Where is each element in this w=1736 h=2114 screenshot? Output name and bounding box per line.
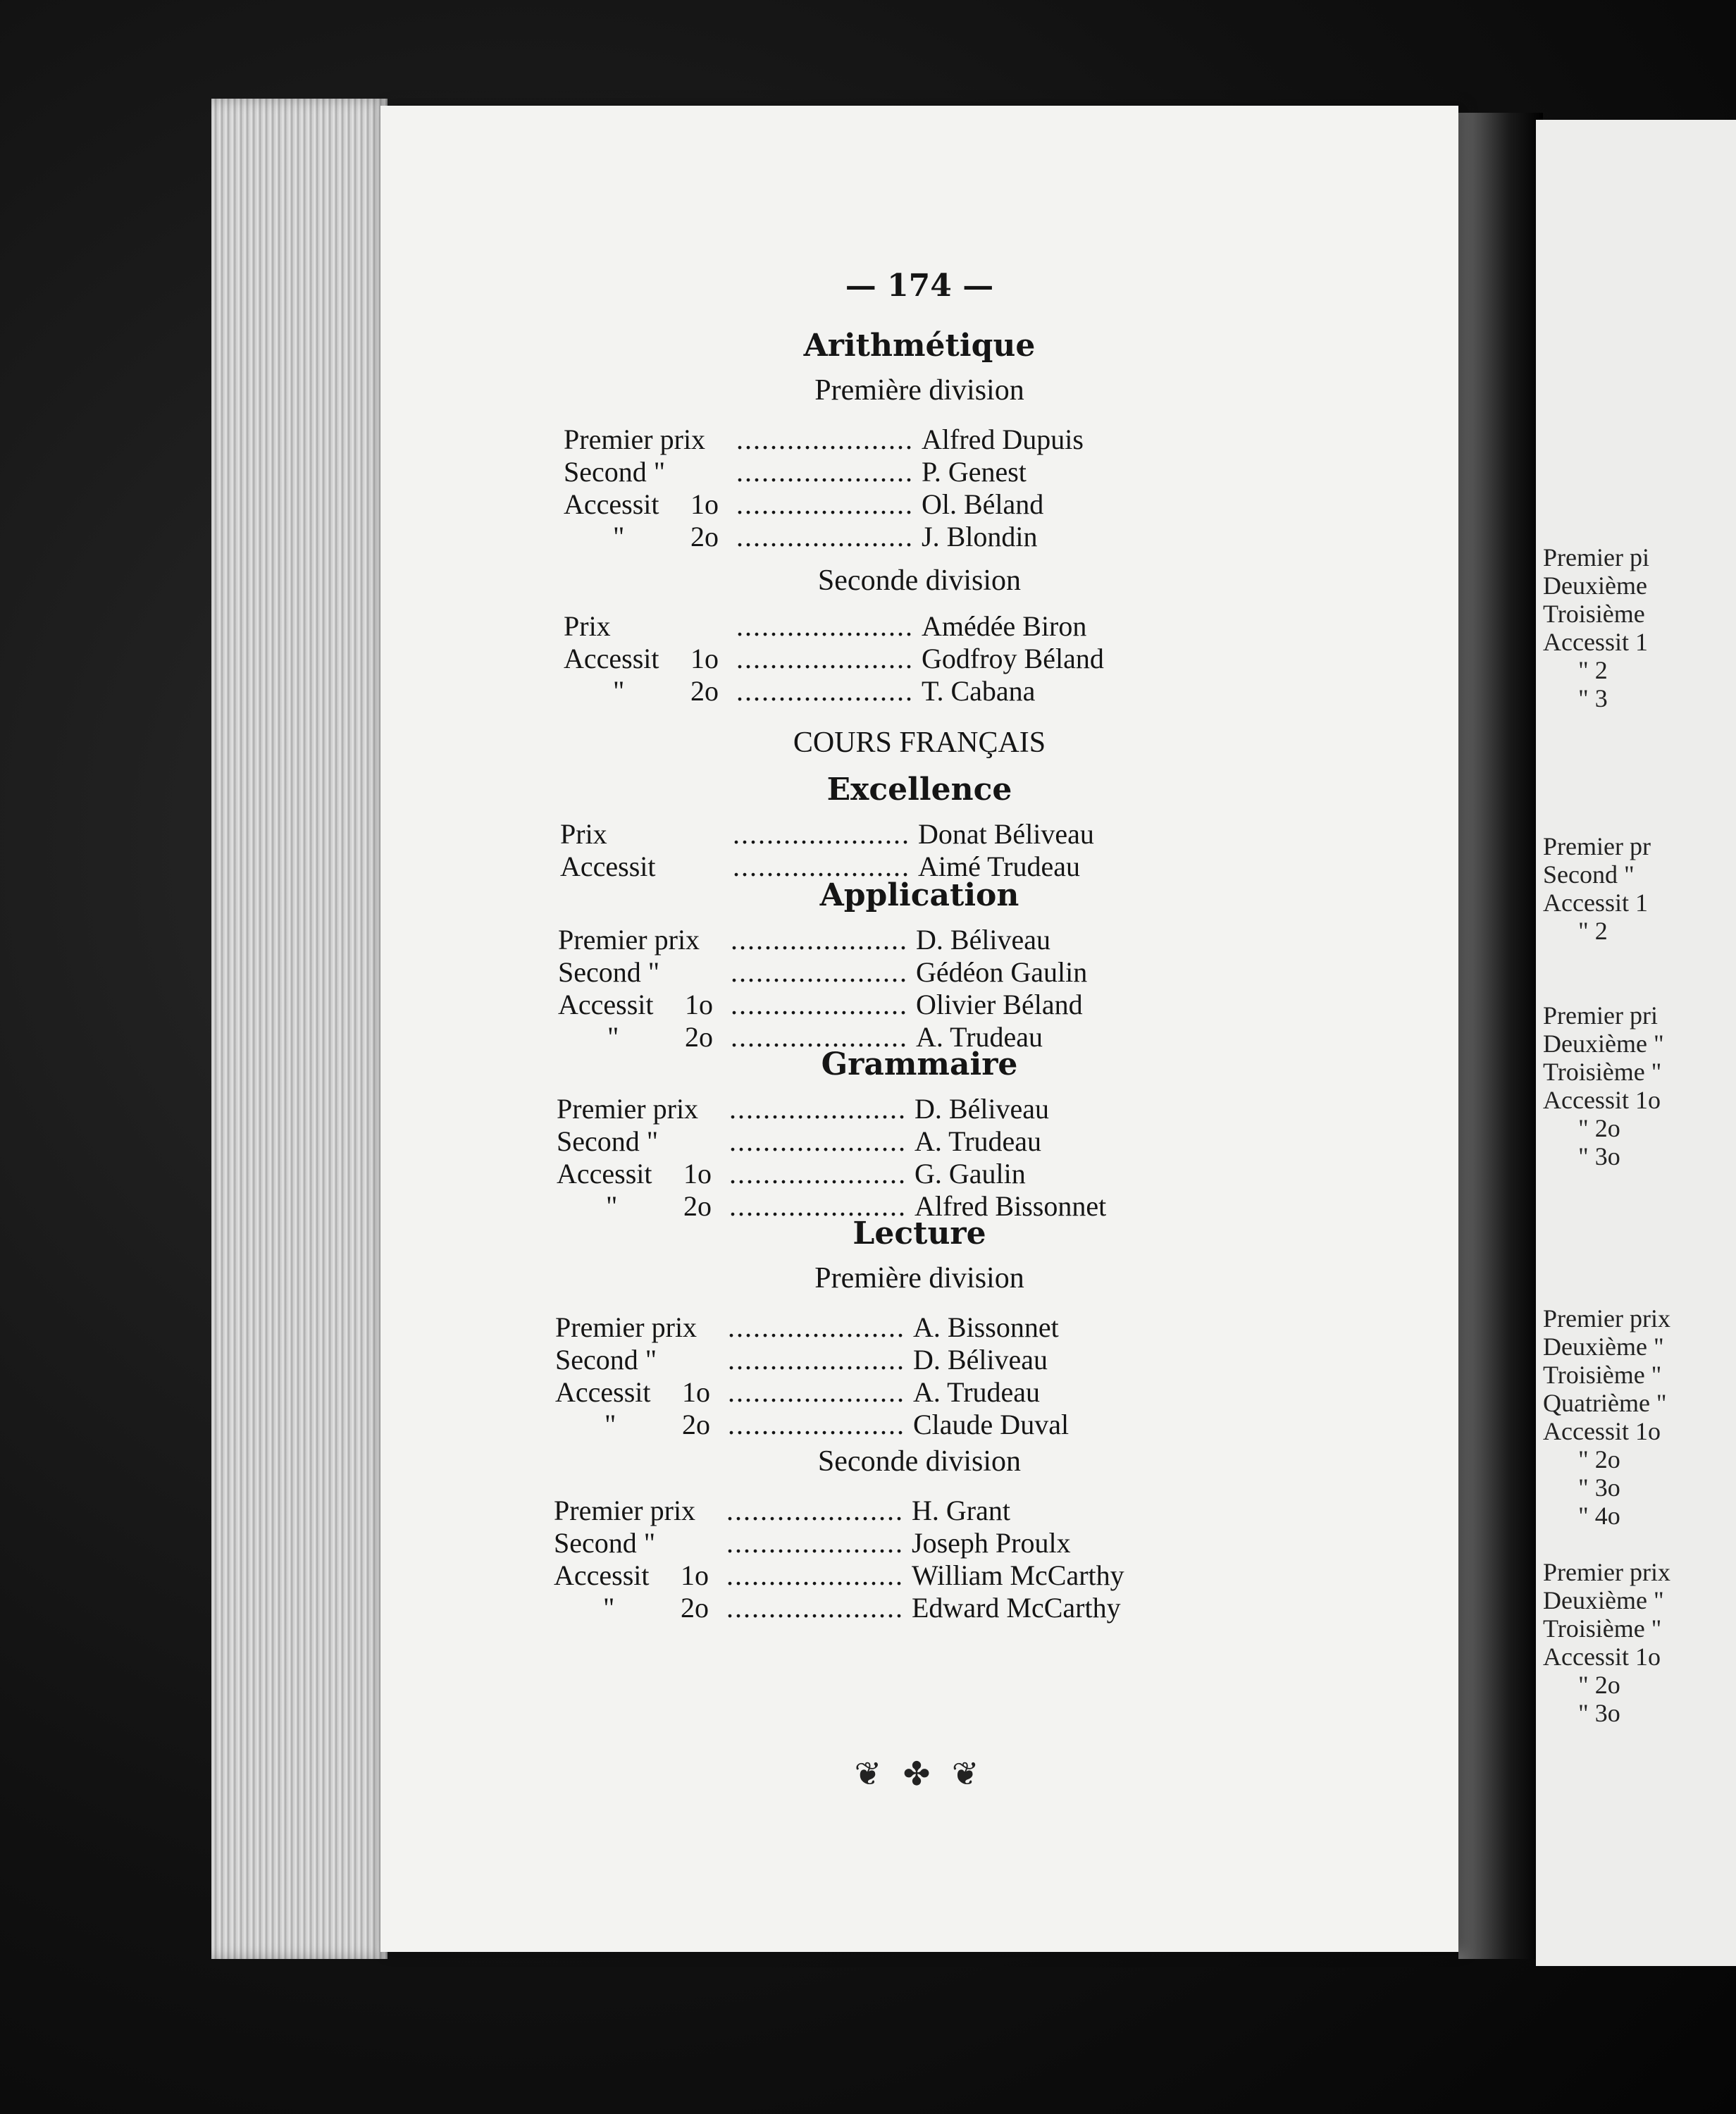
winner-name: Godfroy Béland	[922, 643, 1104, 674]
right-page-text: " 2	[1578, 656, 1608, 684]
prize-row	[555, 1343, 1387, 1376]
right-page-text: Premier pr	[1543, 832, 1651, 860]
prize-row	[558, 923, 1389, 956]
prize-label: Second "	[555, 1344, 657, 1376]
leader-dots	[726, 1494, 903, 1527]
winner-name: T. Cabana	[922, 675, 1036, 707]
prize-label: Second "	[564, 456, 666, 488]
left-page	[380, 106, 1458, 1952]
prize-label: Second "	[558, 956, 660, 988]
right-page-text: " 3o	[1578, 1142, 1620, 1170]
winner-name: Edward McCarthy	[912, 1592, 1121, 1624]
prize-label: "	[606, 1190, 618, 1222]
prize-row	[557, 1092, 1388, 1125]
leader-dots	[736, 642, 912, 675]
winner-name: Aimé Trudeau	[918, 851, 1080, 882]
prize-label: Premier prix	[554, 1495, 696, 1526]
winner-name: Alfred Dupuis	[922, 424, 1084, 455]
right-page-text: Deuxième "	[1543, 1333, 1664, 1361]
leader-dots	[729, 1125, 905, 1158]
leader-dots	[731, 923, 907, 956]
prize-ordinal: 2o	[681, 1592, 709, 1624]
winner-name: D. Béliveau	[914, 1093, 1050, 1125]
prize-label: "	[607, 1021, 619, 1053]
prize-ordinal: 2o	[682, 1409, 710, 1440]
prize-ordinal: 2o	[690, 675, 719, 707]
right-page-text: Accessit 1	[1543, 889, 1648, 917]
prize-label: Accessit	[557, 1158, 652, 1189]
leader-dots	[728, 1311, 904, 1344]
right-page-text: Troisième "	[1543, 1614, 1662, 1643]
division-title: Seconde division	[817, 1445, 1022, 1478]
prize-ordinal: 1o	[690, 488, 719, 520]
prize-label: "	[613, 521, 625, 552]
prize-label: Premier prix	[558, 924, 700, 956]
prize-row	[554, 1559, 1385, 1591]
division-title: Première division	[814, 374, 1024, 407]
winner-name: P. Genest	[922, 456, 1027, 488]
prize-ordinal: 1o	[690, 643, 719, 674]
leader-dots	[736, 455, 912, 488]
prize-ordinal: 2o	[683, 1190, 712, 1222]
prize-label: Accessit	[554, 1559, 650, 1591]
section-title-grammaire: Grammaire	[821, 1046, 1018, 1082]
leader-dots	[736, 610, 912, 643]
prize-row	[554, 1591, 1385, 1624]
winner-name: G. Gaulin	[914, 1158, 1026, 1189]
right-page-text: Accessit 1o	[1543, 1417, 1661, 1445]
leader-dots	[733, 817, 909, 851]
winner-name: D. Béliveau	[913, 1344, 1048, 1376]
right-page-text: " 3o	[1578, 1699, 1620, 1727]
prize-label: Prix	[560, 818, 607, 850]
page-content	[380, 106, 1458, 1952]
right-page-text: " 2o	[1578, 1445, 1620, 1473]
winner-name: Gédéon Gaulin	[916, 956, 1088, 988]
leader-dots	[736, 674, 912, 707]
decorative-ornament: ❦ ✤ ❦	[854, 1755, 985, 1793]
prize-label: Accessit	[564, 488, 659, 520]
winner-name: A. Trudeau	[914, 1125, 1042, 1157]
winner-name: Donat Béliveau	[918, 818, 1094, 850]
prize-row	[564, 455, 1395, 488]
prize-label: "	[603, 1592, 615, 1624]
prize-row	[564, 488, 1395, 520]
winner-name: Amédée Biron	[922, 610, 1087, 642]
leader-dots	[726, 1591, 903, 1624]
prize-label: Accessit	[560, 851, 656, 882]
prize-row	[564, 642, 1395, 674]
winner-name: A. Trudeau	[916, 1021, 1043, 1053]
right-page-text: " 4o	[1578, 1502, 1620, 1530]
winner-name: Joseph Proulx	[912, 1527, 1071, 1559]
right-page-text: " 2o	[1578, 1671, 1620, 1699]
right-page-text: Troisième "	[1543, 1058, 1662, 1086]
prize-row	[560, 817, 1391, 850]
leader-dots	[729, 1157, 905, 1190]
section-title-arithmetique: Arithmétique	[803, 328, 1036, 364]
prize-label: Second "	[554, 1527, 656, 1559]
division-title: Première division	[814, 1262, 1024, 1294]
right-page-text: Deuxième "	[1543, 1030, 1664, 1058]
right-page-text: Accessit 1	[1543, 628, 1648, 656]
leader-dots	[731, 988, 907, 1021]
winner-name: A. Bissonnet	[913, 1311, 1059, 1343]
leader-dots	[736, 423, 912, 456]
division-title: Seconde division	[817, 564, 1022, 597]
prize-row	[555, 1408, 1387, 1440]
right-page-text: " 3	[1578, 684, 1608, 712]
right-page-text: Deuxième	[1543, 571, 1647, 600]
leader-dots	[726, 1526, 903, 1559]
winner-name: Claude Duval	[913, 1409, 1070, 1440]
prize-ordinal: 2o	[685, 1021, 713, 1053]
right-page-text: " 2o	[1578, 1114, 1620, 1142]
right-page-text: Premier prix	[1543, 1558, 1670, 1586]
prize-label: "	[613, 675, 625, 707]
leader-dots	[729, 1092, 905, 1125]
prize-row	[564, 423, 1395, 455]
prize-label: Accessit	[558, 989, 654, 1020]
winner-name: D. Béliveau	[916, 924, 1051, 956]
right-page-partial	[1536, 120, 1736, 1966]
right-page-text: Quatrième "	[1543, 1389, 1667, 1417]
book-page-edges	[211, 99, 388, 1959]
prize-row	[564, 674, 1395, 707]
prize-label: Premier prix	[564, 424, 706, 455]
section-title-lecture: Lecture	[852, 1216, 986, 1251]
book-gutter	[1458, 113, 1543, 1959]
prize-ordinal: 2o	[690, 521, 719, 552]
prize-label: Accessit	[564, 643, 659, 674]
right-page-text: Deuxième "	[1543, 1586, 1664, 1614]
leader-dots	[736, 488, 912, 521]
section-title-application: Application	[819, 877, 1019, 913]
leader-dots	[728, 1408, 904, 1441]
leader-dots	[728, 1343, 904, 1376]
right-page-text: " 2	[1578, 917, 1608, 945]
winner-name: A. Trudeau	[913, 1376, 1041, 1408]
section-title-excellence: Excellence	[826, 772, 1012, 808]
right-page-text: Accessit 1o	[1543, 1643, 1661, 1671]
right-page-text: Premier prix	[1543, 1304, 1670, 1333]
winner-name: Alfred Bissonnet	[914, 1190, 1107, 1222]
right-page-text: Accessit 1o	[1543, 1086, 1661, 1114]
right-page-text: Troisième	[1543, 600, 1645, 628]
leader-dots	[736, 520, 912, 553]
prize-row	[557, 1125, 1388, 1157]
prize-row	[554, 1494, 1385, 1526]
right-page-text: Premier pri	[1543, 1001, 1658, 1030]
prize-ordinal: 1o	[685, 989, 713, 1020]
leader-dots	[726, 1559, 903, 1592]
prize-row	[564, 610, 1395, 642]
prize-row	[564, 520, 1395, 552]
winner-name: J. Blondin	[922, 521, 1038, 552]
prize-row	[555, 1311, 1387, 1343]
right-page-text: Second "	[1543, 860, 1635, 889]
prize-row	[558, 956, 1389, 988]
prize-label: Premier prix	[557, 1093, 699, 1125]
right-page-text: " 3o	[1578, 1473, 1620, 1502]
winner-name: Olivier Béland	[916, 989, 1083, 1020]
prize-label: Prix	[564, 610, 611, 642]
prize-row	[555, 1376, 1387, 1408]
prize-ordinal: 1o	[682, 1376, 710, 1408]
right-page-text: Troisième "	[1543, 1361, 1662, 1389]
prize-label: Accessit	[555, 1376, 651, 1408]
winner-name: H. Grant	[912, 1495, 1010, 1526]
prize-row	[554, 1526, 1385, 1559]
prize-ordinal: 1o	[683, 1158, 712, 1189]
winner-name: William McCarthy	[912, 1559, 1124, 1591]
cours-title: COURS FRANÇAIS	[793, 727, 1046, 759]
prize-label: "	[604, 1409, 616, 1440]
prize-row	[558, 988, 1389, 1020]
prize-label: Second "	[557, 1125, 659, 1157]
prize-row	[557, 1157, 1388, 1189]
prize-ordinal: 1o	[681, 1559, 709, 1591]
prize-label: Premier prix	[555, 1311, 698, 1343]
winner-name: Ol. Béland	[922, 488, 1044, 520]
leader-dots	[728, 1376, 904, 1409]
right-page-text: Premier pi	[1543, 543, 1649, 571]
leader-dots	[731, 956, 907, 989]
page-number: — 174 —	[845, 268, 994, 304]
